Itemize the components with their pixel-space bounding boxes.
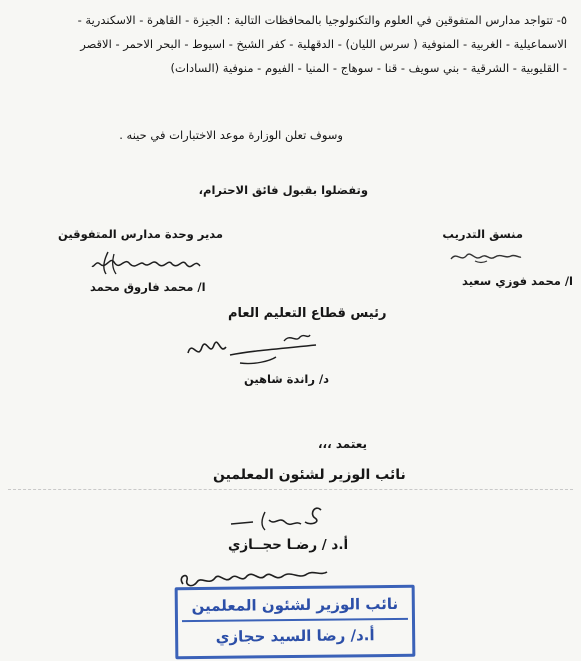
training-coordinator-name: ا/ محمد فوزي سعيد	[462, 274, 573, 288]
announcement-text: وسوف تعلن الوزارة موعد الاختبارات في حينه .	[119, 128, 343, 142]
dashed-divider	[8, 489, 573, 490]
stamp-line-1: نائب الوزير لشئون المعلمين	[182, 590, 408, 622]
unit-director-title: مدير وحدة مدارس المتفوقين	[58, 227, 224, 241]
training-coordinator-title: منسق التدريب	[442, 227, 523, 241]
approval-name: أ.د / رضـا حجــازي	[228, 537, 349, 553]
paragraph-line-2: الاسماعيلية - الغربية - المنوفية ( سرس الليان) - الدقهلية - كفر الشيخ - اسيوط - البحر الاحمر - الاقصر	[80, 37, 567, 51]
unit-director-name: ا/ محمد فاروق محمد	[90, 280, 206, 294]
sector-head-signature	[180, 325, 330, 369]
official-stamp	[175, 585, 416, 660]
sector-head-name: د/ راندة شاهين	[244, 372, 330, 386]
stamp-line-2: أ.د/ رضا السيد حجازي	[215, 626, 375, 646]
training-coordinator-signature	[445, 245, 525, 267]
sector-head-title: رئيس قطاع التعليم العام	[228, 306, 387, 321]
closing-text: وتفضلوا بقبول فائق الاحترام،	[198, 183, 368, 197]
approval-label: يعتمد ،،،	[318, 437, 368, 451]
unit-director-signature	[88, 246, 208, 278]
paragraph-line-3: - القليوبية - الشرقية - بني سويف - قنا - سوهاج - المنيا - الفيوم - منوفية (السادات)	[170, 61, 567, 75]
governorates-paragraph	[11, 8, 567, 80]
approval-signature	[225, 500, 330, 534]
paragraph-line-1: ٥- تتواجد مدارس المتفوقين في العلوم والتكنولوجيا بالمحافظات التالية : الجيزة - القاهرة - الاسكندرية -	[77, 13, 567, 27]
approval-title: نائب الوزير لشئون المعلمين	[213, 467, 406, 483]
